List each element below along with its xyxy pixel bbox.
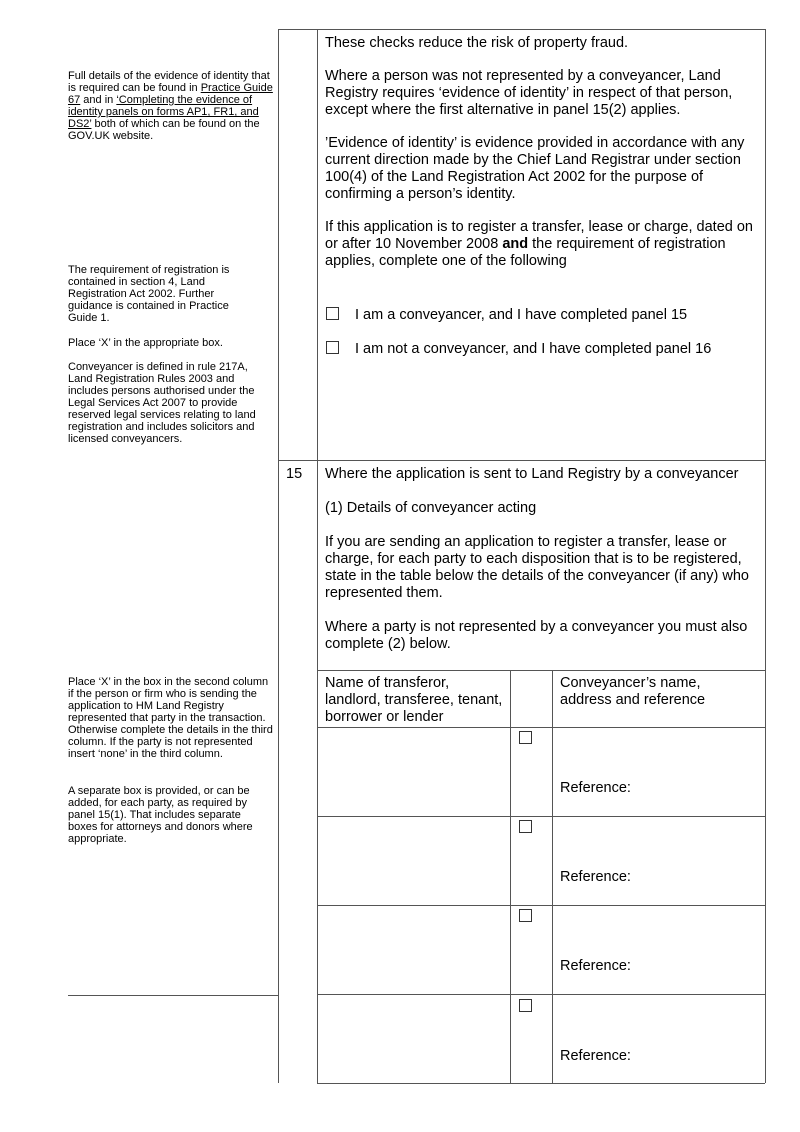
conveyancer-details-input-1[interactable] — [553, 728, 765, 816]
represented-checkbox-2[interactable] — [519, 820, 532, 833]
section-divider — [278, 460, 765, 461]
party-name-input-4[interactable] — [318, 995, 510, 1083]
table-top-border — [317, 670, 765, 671]
table-col-divider-1 — [510, 670, 511, 1083]
represented-checkbox-3[interactable] — [519, 909, 532, 922]
conveyancer-definition: Conveyancer is defined in rule 217A, Land Registration Rules 2003 and includes persons authorised under the Legal Services Act 2007 to provide reserved legal services relating to land registration and includes solicitors and licensed conveyancers. — [68, 361, 256, 445]
table-bottom-border — [317, 1083, 765, 1084]
party-name-input-1[interactable] — [318, 728, 510, 816]
evidence-definition-paragraph: ’Evidence of identity’ is evidence provided in accordance with any current direction made by the Chief Land Registrar under section 100(4) of the Land Registration Act 2002 for the purpose of confirming a person’s identity. — [325, 135, 745, 202]
not-conveyancer-checkbox[interactable] — [326, 341, 339, 354]
section15-subheading: (1) Details of conveyancer acting — [325, 500, 537, 516]
party-name-input-3[interactable] — [318, 906, 510, 994]
second-column-note: Place ‘X’ in the box in the second column if the person or firm who is sending the application to HM Land Registry represented that party in the transaction. Otherwise complete the details in the third column. If the party is not represented insert ‘none’ in the third column. — [68, 676, 273, 760]
reference-label-3: Reference: — [560, 958, 631, 974]
panel-number: 15 — [286, 466, 303, 482]
evidence-requirement-paragraph: Where a person was not represented by a conveyancer, Land Registry requires ‘evidence of identity’ in respect of that person, except where the first alternative in panel 15(2) applies. — [325, 68, 733, 118]
reference-label-1: Reference: — [560, 780, 631, 796]
conveyancer-details-input-4[interactable] — [553, 995, 765, 1083]
section15-content — [325, 466, 760, 653]
panel-top-border — [278, 29, 765, 30]
place-x-note: Place ‘X’ in the appropriate box. — [68, 337, 223, 349]
represented-checkbox-1[interactable] — [519, 731, 532, 744]
risk-paragraph: These checks reduce the risk of property fraud. — [325, 35, 629, 51]
section15-heading: Where the application is sent to Land Registry by a conveyancer — [325, 466, 739, 482]
party-name-input-2[interactable] — [318, 817, 510, 905]
not-conveyancer-option-label: I am not a conveyancer, and I have completed panel 16 — [355, 341, 712, 357]
gutter-left-border — [278, 29, 279, 1083]
separate-box-note: A separate box is provided, or can be added, for each party, as required by panel 15(1). That includes separate boxes for attorneys and donors where appropriate. — [68, 785, 253, 845]
requirement-note: The requirement of registration is contained in section 4, Land Registration Act 2002. Further guidance is contained in Practice Guide 1. — [68, 264, 230, 324]
conveyancer-column-header: Conveyancer’s name, address and reference — [560, 675, 706, 708]
represented-checkbox-4[interactable] — [519, 999, 532, 1012]
evidence-note: Full details of the evidence of identity that is required can be found in Practice Guide 67 and in ‘Completing the evidence of identity panels on forms AP1, FR1, and DS2’ both of which can be found on the GOV.UK website. — [68, 70, 273, 142]
conveyancer-checkbox[interactable] — [326, 307, 339, 320]
registration-instruction: If this application is to register a transfer, lease or charge, dated on or after 10 November 2008 and the requirement of registration applies, complete one of the following — [325, 219, 753, 269]
party-column-header: Name of transferor, landlord, transferee, tenant, borrower or lender — [325, 675, 503, 725]
conveyancer-details-input-3[interactable] — [553, 906, 765, 994]
unrepresented-instruction: Where a party is not represented by a conveyancer you must also complete (2) below. — [325, 619, 748, 652]
practice-guide-67-link[interactable]: Practice Guide 67 — [68, 82, 273, 106]
table-instruction: If you are sending an application to register a transfer, lease or charge, for each party to each disposition that is to be registered, state in the table below the details of the conveyancer (if any) who represented them. — [325, 534, 749, 601]
panel-right-border — [765, 29, 766, 1083]
section14-content — [325, 35, 760, 270]
completing-evidence-link[interactable]: ‘Completing the evidence of identity panels on forms AP1, FR1, and DS2’ — [68, 94, 259, 130]
sidebar-divider — [68, 995, 278, 996]
conveyancer-details-input-2[interactable] — [553, 817, 765, 905]
conveyancer-option-label: I am a conveyancer, and I have completed panel 15 — [355, 307, 688, 323]
reference-label-2: Reference: — [560, 869, 631, 885]
reference-label-4: Reference: — [560, 1048, 631, 1064]
